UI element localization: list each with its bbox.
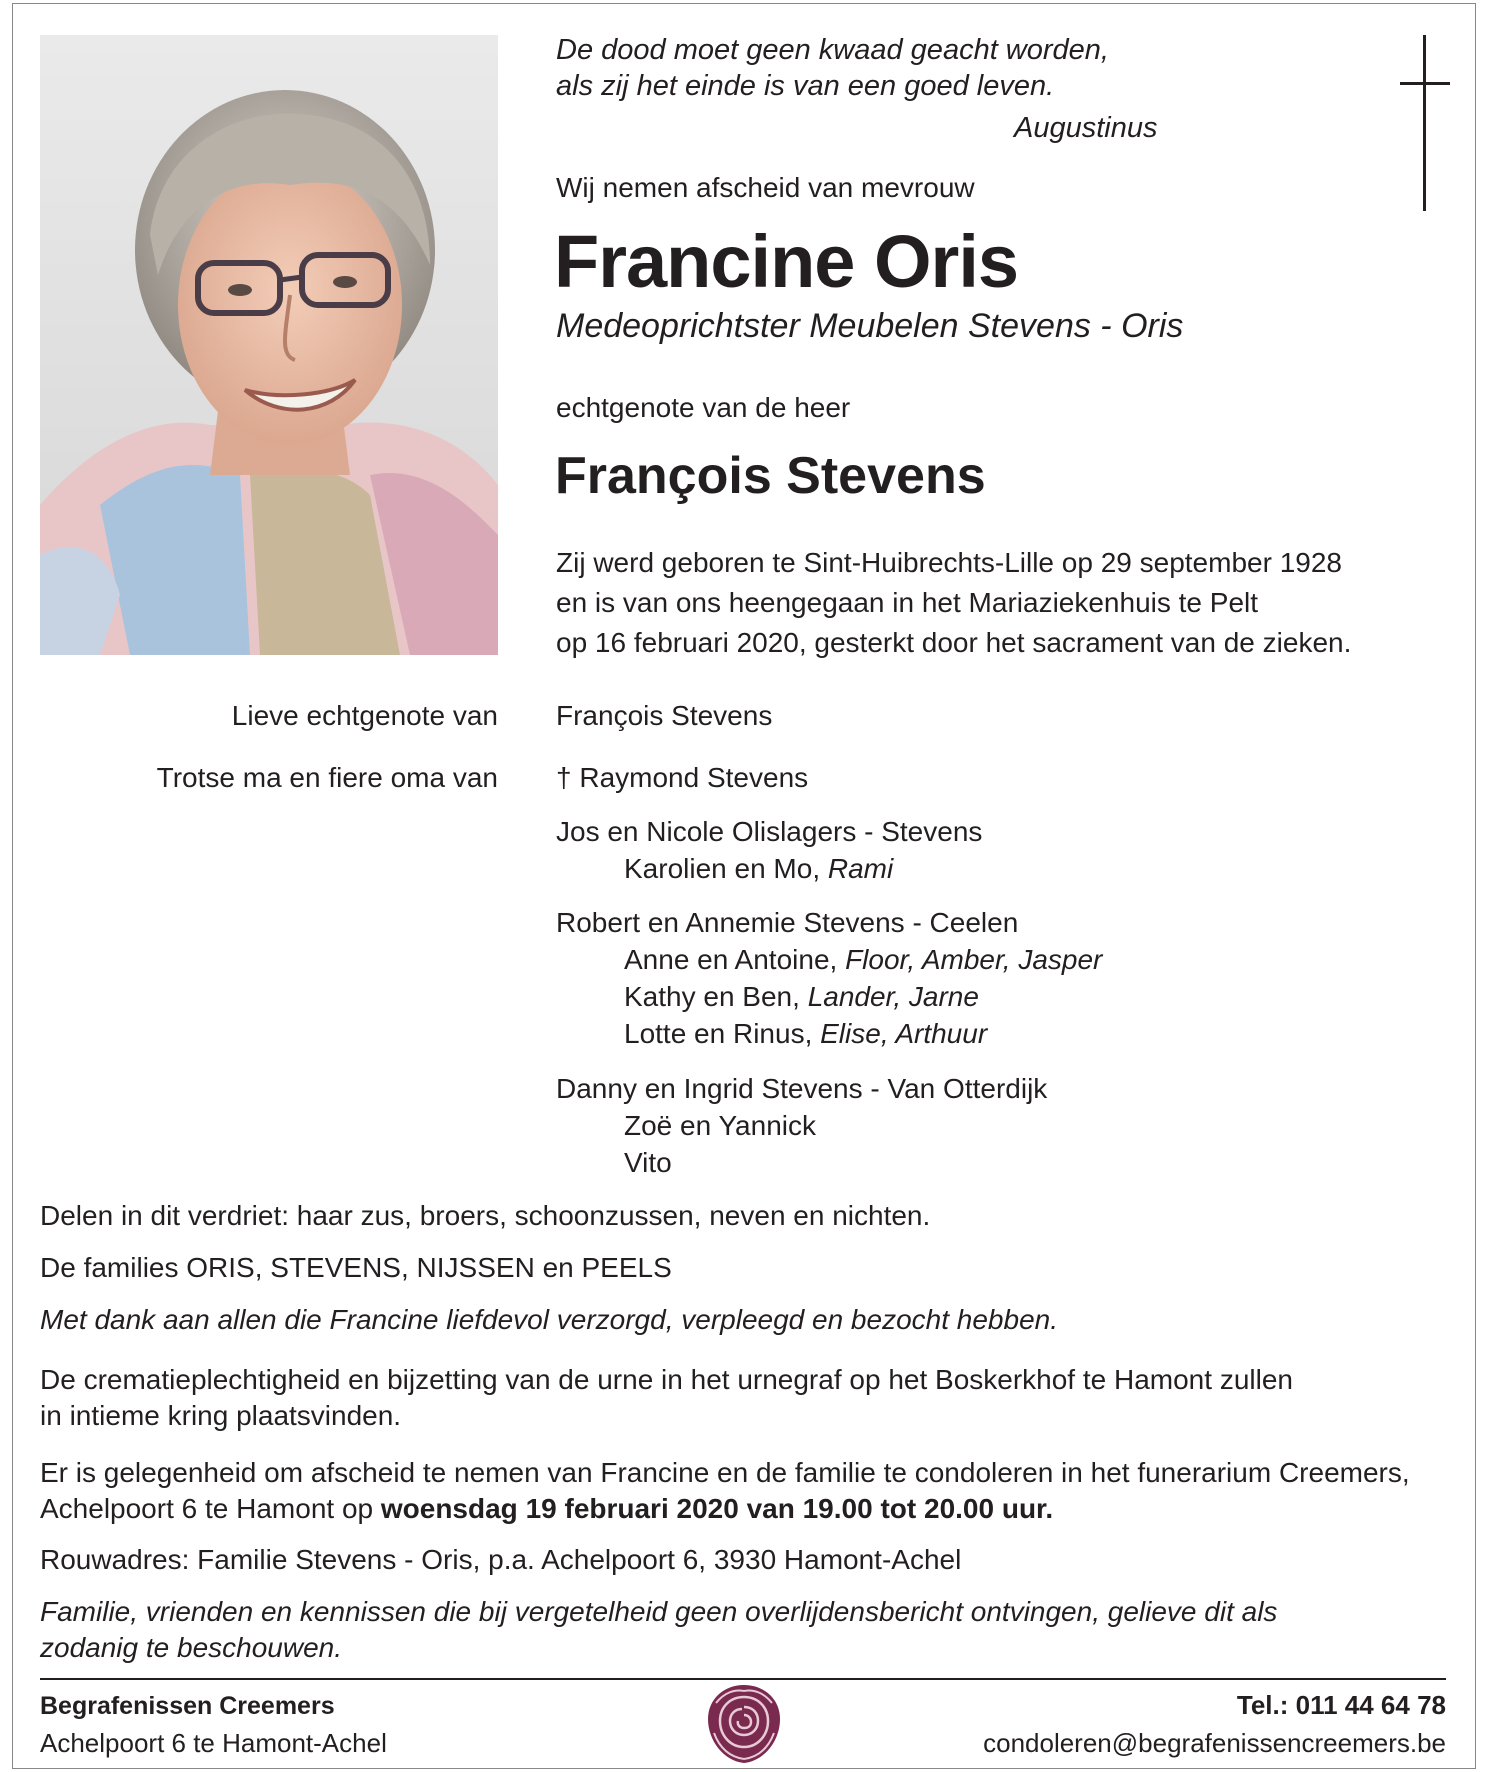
label-children: Trotse ma en fiere oma van <box>156 762 498 793</box>
birth-line-3: op 16 februari 2020, gesterkt door het sacrament van de zieken. <box>556 627 1352 658</box>
family-grandchild <box>624 1016 987 1052</box>
visit-datetime: woensdag 19 februari 2020 van 19.00 tot 20.00 uur. <box>380 1493 1054 1524</box>
family-child-2: Jos en Nicole Olislagers - Stevens <box>556 816 983 847</box>
label-spouse: Lieve echtgenote van <box>231 700 498 731</box>
family-grandchild <box>624 979 979 1015</box>
quote-line-1: De dood moet geen kwaad geacht worden, <box>556 34 1109 66</box>
grandchild-couple: Lotte en Rinus, <box>624 1018 813 1049</box>
families: De families ORIS, STEVENS, NIJSSEN en PEELS <box>40 1252 672 1283</box>
cremation-line-1: De crematieplechtigheid en bijzetting van de urne in het urnegraf op het Boskerkhof te Hamont zullen <box>40 1364 1293 1395</box>
family-child-1: † Raymond Stevens <box>556 762 809 793</box>
deceased-name: Francine Oris <box>554 220 1019 303</box>
quote-line-2: als zij het einde is van een goed leven. <box>556 70 1055 102</box>
family-spouse: François Stevens <box>556 700 773 731</box>
great-grandchildren: Rami <box>827 853 894 884</box>
funeral-company-address: Achelpoort 6 te Hamont-Achel <box>40 1728 387 1758</box>
notice-line-1: Familie, vrienden en kennissen die bij vergetelheid geen overlijdensbericht ontvingen, gelieve dit als <box>40 1596 1278 1627</box>
family-child-4: Danny en Ingrid Stevens - Van Otterdijk <box>556 1073 1048 1104</box>
rose-logo-icon <box>706 1683 782 1770</box>
footer-divider <box>40 1678 1446 1680</box>
deceased-title: Medeoprichtster Meubelen Stevens - Oris <box>556 307 1184 345</box>
family-grandchild: Vito <box>624 1147 672 1178</box>
quote-author: Augustinus <box>1014 112 1158 144</box>
grandchild-couple: Kathy en Ben, <box>624 981 800 1012</box>
spouse-name: François Stevens <box>555 447 986 505</box>
cross-icon <box>1423 35 1426 211</box>
great-grandchildren: Elise, Arthuur <box>820 1018 988 1049</box>
family-child-3: Robert en Annemie Stevens - Ceelen <box>556 907 1019 938</box>
grandchild-couple: Karolien en Mo, <box>624 853 821 884</box>
cremation-line-2: in intieme kring plaatsvinden. <box>40 1400 402 1431</box>
visit-line-1: Er is gelegenheid om afscheid te nemen van Francine en de familie te condoleren in het funerarium Creemers, <box>40 1457 1410 1488</box>
footer-phone: Tel.: 011 44 64 78 <box>1236 1690 1446 1720</box>
thanks: Met dank aan allen die Francine liefdevol verzorgd, verpleegd en bezocht hebben. <box>40 1304 1058 1335</box>
portrait-photo <box>40 35 498 655</box>
visit-line-2 <box>40 1491 1053 1527</box>
footer-email[interactable]: condoleren@begrafenissencreemers.be <box>983 1728 1446 1758</box>
great-grandchildren: Lander, Jarne <box>807 981 979 1012</box>
spouse-intro: echtgenote van de heer <box>556 392 851 423</box>
funeral-company: Begrafenissen Creemers <box>40 1692 335 1720</box>
cross-icon-bar <box>1400 82 1450 85</box>
grandchild-couple: Anne en Antoine, <box>624 944 838 975</box>
family-grandchild <box>624 942 1102 978</box>
family-grandchild: Zoë en Yannick <box>624 1110 816 1141</box>
birth-line-1: Zij werd geboren te Sint-Huibrechts-Lille op 29 september 1928 <box>556 547 1342 578</box>
mourning-address: Rouwadres: Familie Stevens - Oris, p.a. Achelpoort 6, 3930 Hamont-Achel <box>40 1544 962 1575</box>
birth-line-2: en is van ons heengegaan in het Mariaziekenhuis te Pelt <box>556 587 1259 618</box>
share-grief: Delen in dit verdriet: haar zus, broers, schoonzussen, neven en nichten. <box>40 1200 931 1231</box>
notice-line-2: zodanig te beschouwen. <box>40 1632 342 1663</box>
intro-text: Wij nemen afscheid van mevrouw <box>556 172 975 203</box>
visit-location: Achelpoort 6 te Hamont op <box>40 1493 381 1524</box>
family-grandchild <box>624 851 893 887</box>
great-grandchildren: Floor, Amber, Jasper <box>845 944 1103 975</box>
